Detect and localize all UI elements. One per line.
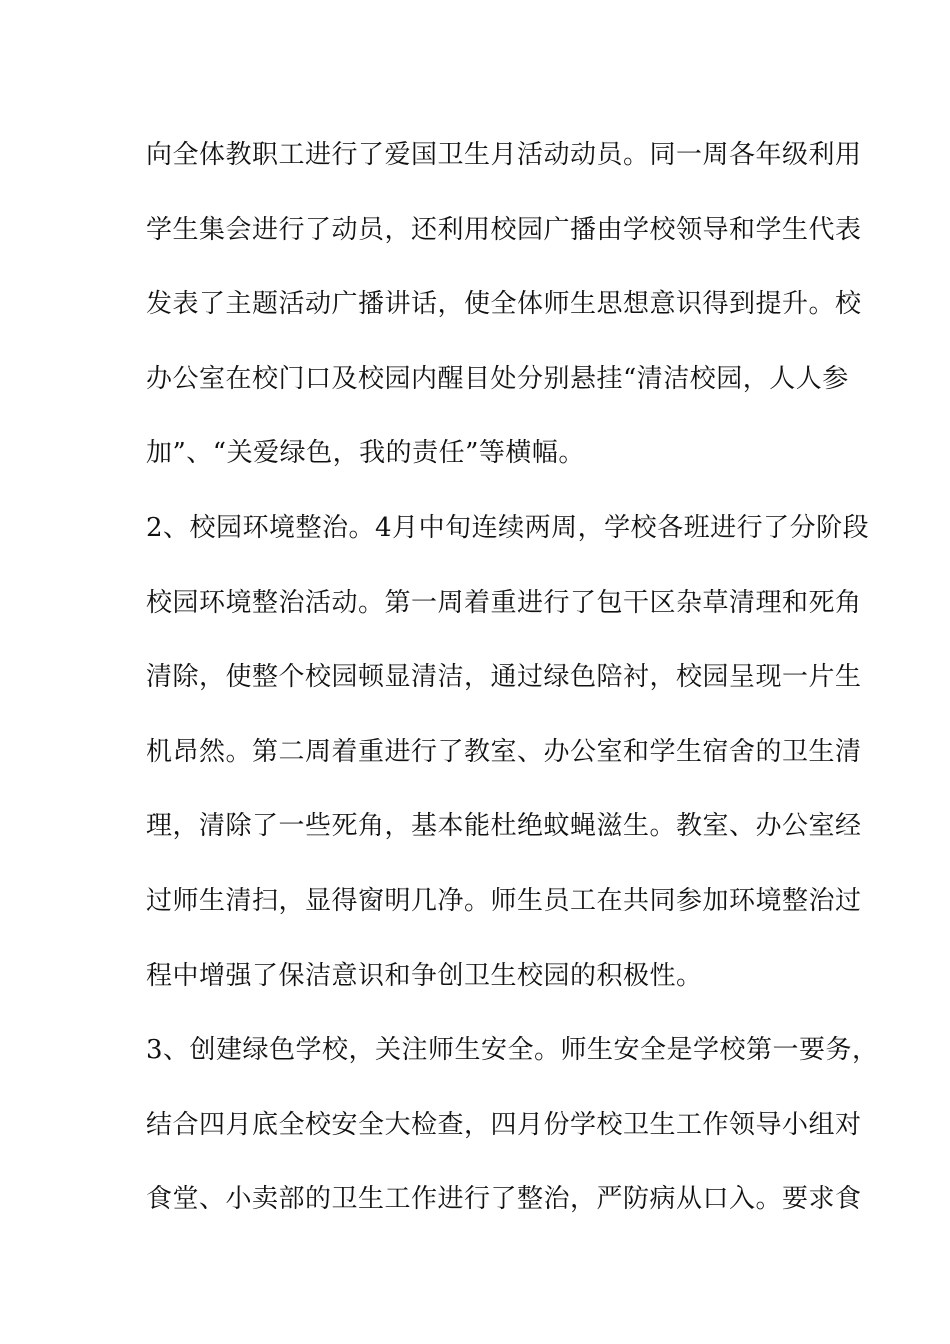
text-line: 结合四月底全校安全大检查，四月份学校卫生工作领导小组对 (146, 1109, 862, 1140)
text-line: 2、校园环境整治。4月中旬连续两周，学校各班进行了分阶段 (146, 512, 870, 543)
text-line: 清除，使整个校园顿显清洁，通过绿色陪衬，校园呈现一片生 (146, 662, 862, 693)
text-line: 办公室在校门口及校园内醒目处分别悬挂“清洁校园，人人参 (146, 363, 849, 394)
text-line: 学生集会进行了动员，还利用校园广播由学校领导和学生代表 (146, 214, 862, 245)
text-line: 校园环境整治活动。第一周着重进行了包干区杂草清理和死角 (146, 587, 862, 618)
text-line: 向全体教职工进行了爱国卫生月活动动员。同一周各年级利用 (146, 140, 862, 170)
text-line: 食堂、小卖部的卫生工作进行了整治，严防病从口入。要求食 (146, 1184, 862, 1215)
text-line: 3、创建绿色学校，关注师生安全。师生安全是学校第一要务， (146, 1035, 879, 1066)
body-text (146, 128, 879, 1247)
text-line: 加”、“关爱绿色，我的责任”等横幅。 (146, 438, 585, 469)
text-line: 理，清除了一些死角，基本能杜绝蚊蝇滋生。教室、办公室经 (146, 811, 862, 842)
text-line: 程中增强了保洁意识和争创卫生校园的积极性。 (146, 960, 703, 991)
text-line: 过师生清扫，显得窗明几净。师生员工在共同参加环境整治过 (146, 885, 862, 916)
text-line: 机昂然。第二周着重进行了教室、办公室和学生宿舍的卫生清 (146, 736, 862, 767)
text-line: 发表了主题活动广播讲话，使全体师生思想意识得到提升。校 (146, 289, 862, 320)
